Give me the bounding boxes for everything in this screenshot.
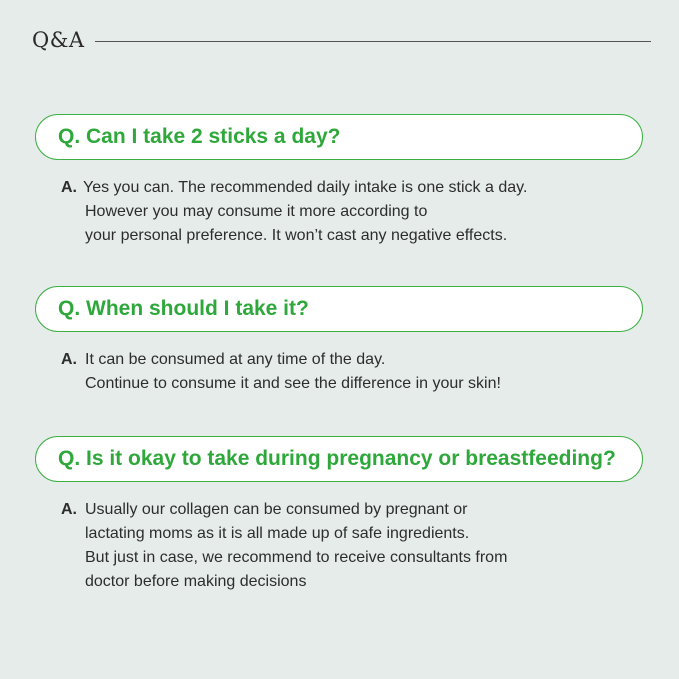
answer-prefix: A.: [61, 351, 77, 368]
answer-line: lactating moms as it is all made up of safe ingredients.: [85, 525, 470, 542]
answer-line: doctor before making decisions: [85, 573, 307, 590]
answer-prefix: A.: [61, 501, 77, 518]
answer-block: [61, 176, 621, 248]
question-box: [35, 436, 643, 482]
header-divider: [95, 41, 651, 42]
question-text: Q. Is it okay to take during pregnancy or breastfeeding?: [58, 447, 616, 470]
question-text: Q. When should I take it?: [58, 297, 309, 320]
answer-line: Usually our collagen can be consumed by pregnant or: [85, 501, 468, 518]
question-box: [35, 286, 643, 332]
question-text: Q. Can I take 2 sticks a day?: [58, 125, 341, 148]
answer-prefix: A.: [61, 179, 77, 196]
answer-line: However you may consume it more according to: [85, 203, 428, 220]
page-header: [32, 28, 651, 52]
answer-block: [61, 498, 621, 594]
question-box: [35, 114, 643, 160]
answer-line: Continue to consume it and see the difference in your skin!: [85, 375, 501, 392]
answer-block: [61, 348, 621, 396]
answer-line: It can be consumed at any time of the day.: [85, 351, 386, 368]
answer-line: But just in case, we recommend to receive consultants from: [85, 549, 508, 566]
answer-line: your personal preference. It won’t cast any negative effects.: [85, 227, 508, 244]
page-title: Q&A: [32, 28, 85, 52]
answer-line: Yes you can. The recommended daily intake is one stick a day.: [83, 179, 528, 196]
